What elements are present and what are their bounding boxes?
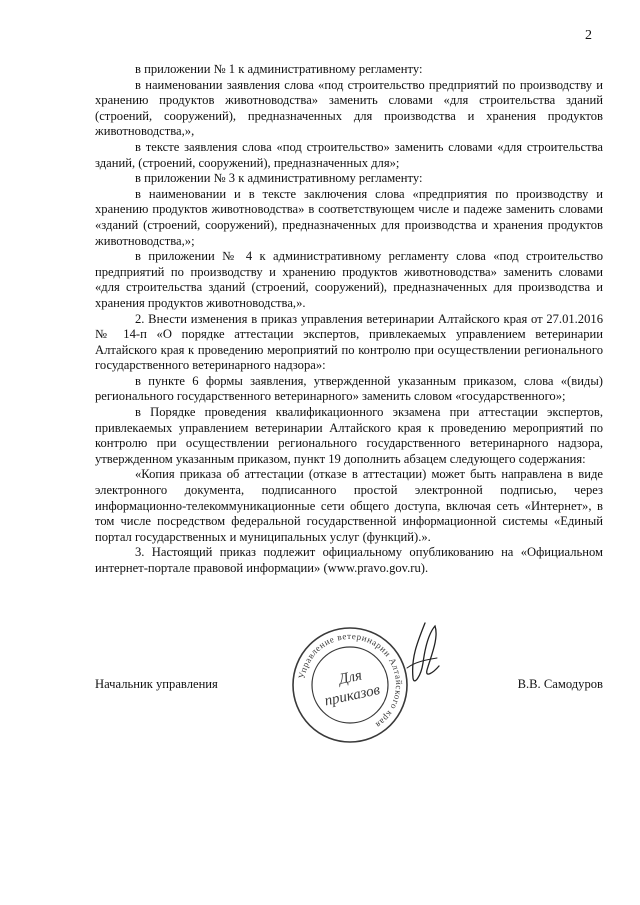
paragraph: в приложении № 1 к административному регламенту:: [135, 62, 423, 76]
paragraph: в пункте 6 формы заявления, утвержденной указанным приказом, слова «(виды) регионального государственного ветеринарного» заменить словом «государственного»;: [95, 373, 603, 404]
signer-name: В.В. Самодуров: [517, 677, 603, 691]
document-body: [95, 62, 603, 577]
paragraph: в Порядке проведения квалификационного экзамена при аттестации экспертов, привлекаемых управлением ветеринарии Алтайского края к проведению мероприятий по контролю при осуществлении регионального государственного ветеринарного надзора, утвержденном указанным приказом, пункт 19 дополнить абзацем следующего содержания:: [95, 405, 603, 466]
stamp-center-line1: Для: [337, 667, 364, 688]
signature-block: [95, 677, 603, 697]
paragraph: 2. Внести изменения в приказ управления ветеринарии Алтайского края от 27.01.2016 № 14-п «О порядке аттестации экспертов, привлекаемых управлением ветеринарии Алтайского края к проведению мероприятий по контролю при осуществлении регионального государственного ветеринарного надзора»:: [95, 311, 603, 373]
paragraph: в приложении № 4 к административному регламенту слова «под строительство предприятий по производству и хранению продуктов животноводства» заменить словами «для строительства зданий (строений, сооружений), предназначенных для производства и хранения продуктов животноводства,».: [95, 249, 603, 310]
paragraph: 3. Настоящий приказ подлежит официальному опубликованию на «Официальном интернет-портале правовой информации» (www.pravo.gov.ru).: [95, 545, 603, 575]
stamp-ring-text: Управление ветеринарии Алтайского края: [296, 630, 405, 731]
page-number: 2: [585, 28, 592, 43]
stamp-center-line2: приказов: [323, 682, 382, 710]
signer-title: Начальник управления: [95, 677, 218, 691]
paragraph: в приложении № 3 к административному регламенту:: [135, 171, 423, 186]
paragraph: в тексте заявления слова «под строительство» заменить словами «для строительства зданий, (строений, сооружений), предназначенных для»;: [95, 139, 603, 170]
paragraph: в наименовании и в тексте заключения слова «предприятия по производству и хранению продуктов животноводства» в соответствующем числе и падеже заменить словами «зданий (строений, сооружений), предназначенных для производства и хранения продуктов животноводства,»;: [95, 186, 603, 248]
paragraph: «Копия приказа об аттестации (отказе в аттестации) может быть направлена в виде электронного документа, подписанного простой электронной подписью, через информационно-телекоммуникационные сети общего доступа, включая сеть «Интернет», в том числе посредством федеральной государственной информационной системы «Единый портал государственных и муниципальных услуг (функций).».: [95, 467, 603, 544]
paragraph: в наименовании заявления слова «под строительство предприятий по производству и хранению продуктов животноводства» заменить словами «для строительства зданий (строений, сооружений), предназначенных для производства и хранения продуктов животноводства,»,: [95, 77, 603, 139]
